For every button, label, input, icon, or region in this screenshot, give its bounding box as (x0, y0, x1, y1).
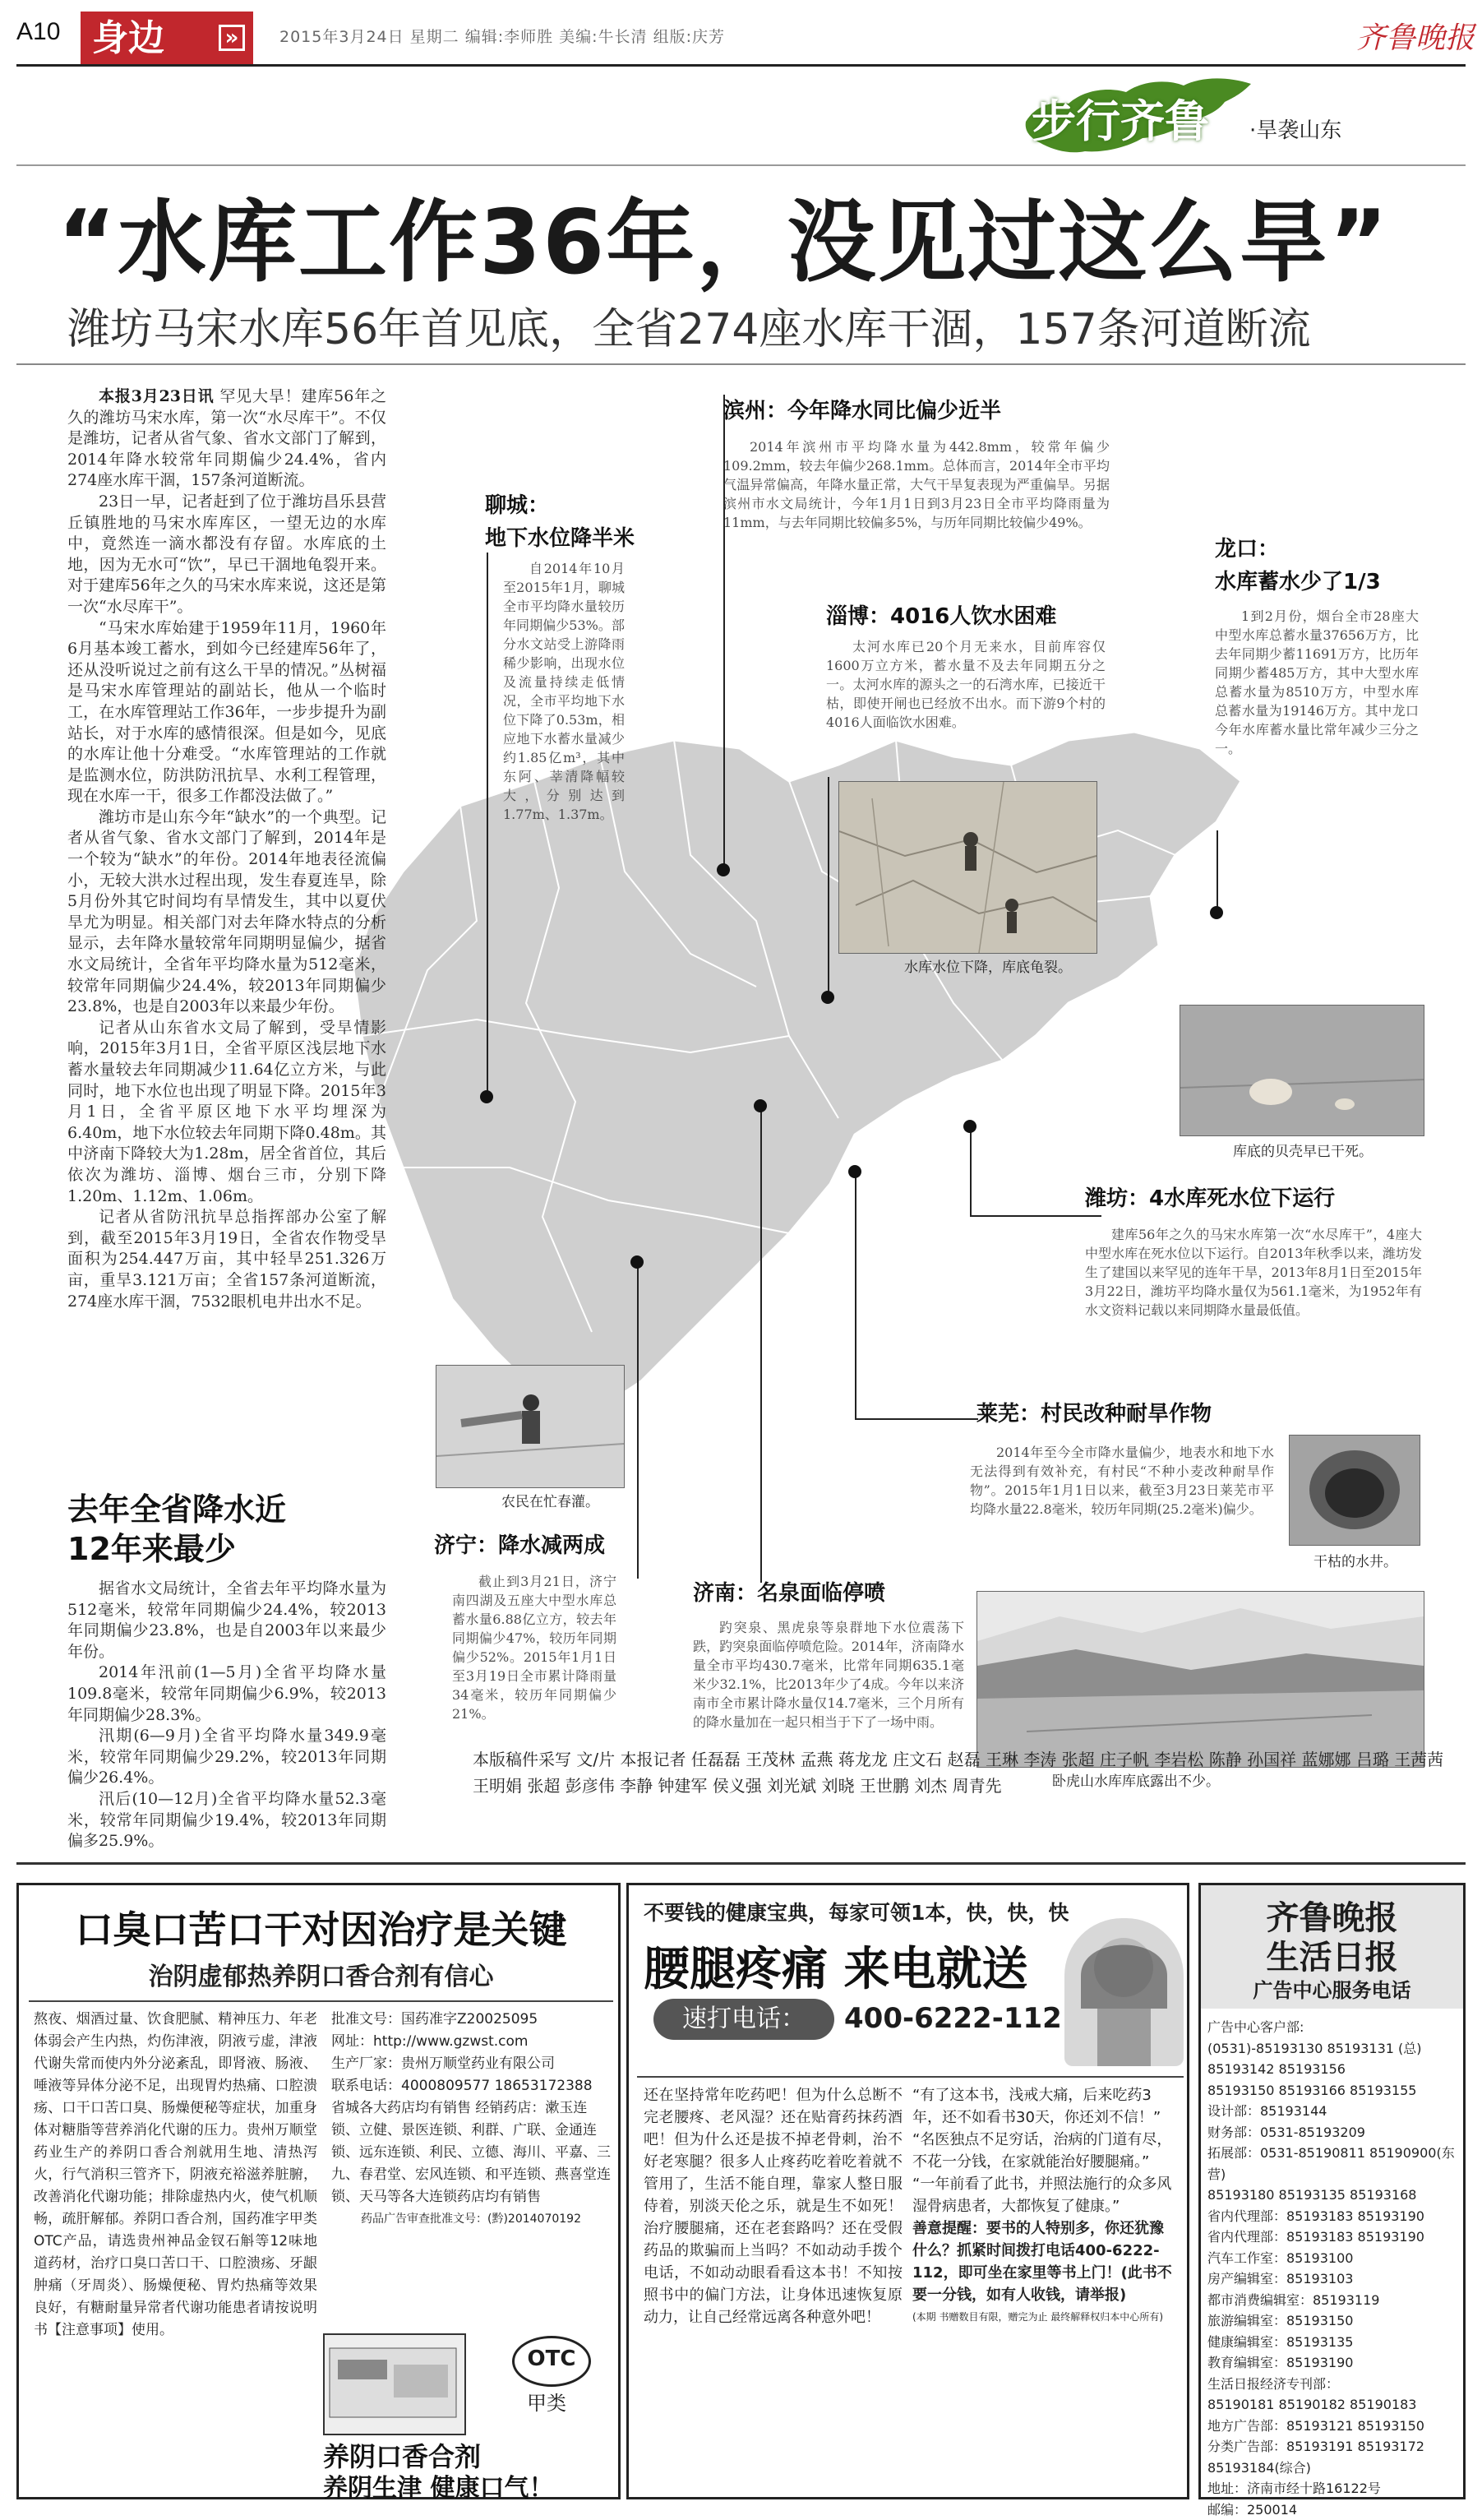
ad3-line: 地方广告部：85193121 85193150 (1207, 2416, 1458, 2437)
longkou-paragraph: 1到2月份，烟台全市28座大中型水库总蓄水量37656万方，比去年同期少蓄11691万方，比历年同期少蓄485万方，其中大型水库总蓄水量为8510万方，中型水库总蓄水量为19146万方。其中龙口今年水库蓄水量比常年减少三分之一。 (1215, 607, 1419, 758)
leader-line-weifang-h (970, 1215, 1101, 1217)
ad3-line: 汽车工作室：85193100 (1207, 2248, 1458, 2269)
ad2-top: 不要钱的健康宝典，每家可领1本，快，快，快 (644, 1897, 1069, 1926)
section-label (81, 12, 253, 66)
ad3-line: 邮编：250014 (1207, 2499, 1458, 2520)
zibo-photo-image (839, 782, 1096, 953)
ad-back-pain-book (626, 1883, 1189, 2499)
body-paragraph: 潍坊市是山东今年“缺水”的一个典型。记者从省气象、省水文部门了解到，2014年是一个较为“缺水”的年份。2014年地表径流偏小，无较大洪水过程出现，发生春夏连旱，除5月份外其它时间均有旱情发生，其中以夏伏旱尤为明显。相关部门对去年降水特点的分析显示，去年降水量较常年同期明显偏少，据省水文局统计，全省年平均降水量为512毫米，较常年同期偏少24.4%，较2013年同期偏少23.8%，也是自2003年以来最少年份。 (67, 807, 386, 1018)
body-paragraph: 记者从省防汛抗旱总指挥部办公室了解到，截至2015年3月19日，全省农作物受旱面积为254.447万亩，其中轻旱251.326万亩，重旱3.121万亩；全省157条河道断流，274座水库干涸，7532眼机电井出水不足。 (67, 1207, 386, 1312)
binzhou-paragraph: 2014年滨州市平均降水量为442.8mm，较常年偏少109.2mm，较去年偏少268.1mm。总体而言，2014年全市平均气温异常偏高，年降水量正常，大气干旱复表现为严重偏旱。另据滨州市水文局统计，今年1月1日到3月23日全市平均降雨量为11mm，与去年同期比较偏多5%，与历年同期比较偏少49%。 (723, 437, 1110, 532)
ad2-quote: “名医独点不足穷话，治病的门道有尽，不花一分钱，在家就能治好腰腿痛。” (912, 2129, 1175, 2173)
leader-line-longkou (1217, 830, 1218, 914)
ad2-quote: “有了这本书，浅戒大痛，后来吃药3年，还不如看书30天，你还刘不信！” (912, 2084, 1175, 2129)
longkou-photo-image (1180, 1006, 1424, 1135)
ad2-phone-label: 速打电话： (653, 1999, 834, 2040)
map-pin-jining (630, 1255, 644, 1269)
zibo-photo (838, 781, 1097, 954)
ad-service-phones (1198, 1883, 1466, 2499)
ad3-line: 都市消费编辑室：85193119 (1207, 2290, 1458, 2311)
jinan-photo (976, 1591, 1424, 1768)
ad1-title: 口臭口苦口干对因治疗是关键 (35, 1900, 607, 1954)
jinan-photo-image (977, 1592, 1424, 1767)
jinan-title: 济南：名泉面临停喷 (693, 1577, 885, 1610)
ad3-line: 85193184(综合) (1207, 2458, 1458, 2479)
jining-paragraph: 截止到3月21日，济宁南四湖及五座大中型水库总蓄水量6.88亿立方，较去年同期偏少47%，较历年同期偏少52%。2015年1月1日至3月19日全市累计降雨量34毫米，较历年同期偏少21%。 (452, 1572, 616, 1723)
leader-line-weifang (970, 1126, 972, 1217)
body-paragraph: 记者从山东省水文局了解到，受旱情影响，2015年3月1日，全省平原区浅层地下水蓄水量较去年同期减少11.64亿立方米，与此同时，地下水位也出现了明显下降。2015年3月1日，全省平原区地下水平均埋深为6.40m，地下水位较去年同期下降0.48m。其中济南下降较大为1.28m，居全省首位，其后依次为潍坊、淄博、烟台三市，分别下降1.20m、1.12m、1.06m。 (67, 1018, 386, 1207)
body-paragraph: 据省水文局统计，全省去年平均降水量为512毫米，较常年同期偏少24.4%，较2013年同期偏少23.8%，也是自2003年以来最少年份。 (67, 1579, 386, 1662)
ad2-rule (637, 2076, 1184, 2078)
ad3-line: 生活日报经济专刊部： (1207, 2374, 1458, 2395)
map-pin-weifang (963, 1120, 976, 1133)
ad-separator (16, 1862, 1466, 1865)
ad1-info (331, 2009, 611, 2231)
ad1-slogan1: 养阴口香合剂 (323, 2436, 481, 2474)
jining-photo-caption: 农民在忙春灌。 (501, 1490, 599, 1510)
liaocheng-title1: 聊城： (485, 489, 549, 522)
ad3-line: 85193150 85193166 85193155 (1207, 2080, 1458, 2102)
ad3-line: (0531)-85193130 85193131 (总) (1207, 2038, 1458, 2060)
ad1-subtitle: 治阴虚郁热养阴口香合剂有信心 (35, 1956, 607, 1992)
ad3-line: 房产编辑室：85193103 (1207, 2268, 1458, 2290)
jining-text (452, 1572, 616, 1723)
laiwu-title: 莱芜：村民改种耐旱作物 (976, 1398, 1212, 1431)
zibo-paragraph: 太河水库已20个月无来水，目前库容仅1600万立方米，蓄水量不及去年同期五分之一。太河水库的源头之一的石湾水库，已接近干枯，即使开闸也已经放不出水。而下游9个村的4016人面临饮水困难。 (826, 637, 1106, 732)
ad3-line: 85193180 85193135 85193168 (1207, 2185, 1458, 2206)
header-rule (16, 64, 1466, 67)
woman-phone-icon (1064, 1918, 1184, 2066)
body-paragraph: 2014年汛前(1—5月)全省平均降水量109.8毫米，较常年同期偏少6.9%，较2013年同期偏少28.3%。 (67, 1662, 386, 1726)
ad3-line: 拓展部：0531-85190811 85190900(东营) (1207, 2143, 1458, 2185)
product-box-image (323, 2333, 466, 2435)
reporter-credits: 本版稿件采写 文/片 本报记者 任磊磊 王茂林 孟燕 蒋龙龙 庄文石 赵磊 王琳 李涛 张超 庄子帆 李岩松 陈静 孙国祥 蓝娜娜 吕璐 王茜茜 王明娟 张超 彭彦伟 李静 钟建军 侯义强 刘光斌 刘晓 王世鹏 刘杰 周青先 (473, 1746, 1459, 1799)
ad1-approval: 批准文号：国药准字Z20025095 (331, 2009, 611, 2031)
zibo-text (826, 637, 1106, 732)
longkou-title2: 水库蓄水少了1/3 (1215, 566, 1381, 599)
liaocheng-text (503, 559, 625, 824)
longkou-photo (1180, 1005, 1424, 1136)
binzhou-text (723, 437, 1110, 532)
otc-badge-icon: OTC (512, 2336, 591, 2387)
body-paragraph: 23日一早，记者赶到了位于潍坊昌乐县营丘镇胜地的马宋水库库区，一望无边的水库中，竟然连一滴水都没有存留。水库底的土地，因为无水可“饮”，早已干涸地龟裂开来。对于建库56年之久的马宋水库来说，这还是第一次“水尽库干”。 (67, 492, 386, 618)
page-number: A10 (16, 18, 60, 46)
woman-phone-photo (1064, 1918, 1184, 2066)
ad3-line: 广告中心客户部: (1207, 2017, 1458, 2038)
jinan-text (693, 1618, 964, 1732)
ad1-text: 熬夜、烟酒过量、饮食肥腻、精神压力、年老体弱会产生内热，灼伤津液，阴液亏虚，津液代谢失常而使内外分泌紊乱，即肾液、肠液、唾液等异体分泌不足，出现胃灼热痛、口腔溃疡、口干口苦口臭、肠燥便秘等症状，加重身体对糖脂等营养消化代谢的压力。贵州万顺堂药业生产的养阴口香合剂就用生地、清热泻火，行气消积三管齐下，阴液充裕滋养脏腑，改善消化代谢功能；排除虚热内火，使气机顺畅，疏肝解郁。养阴口香合剂，国药准字甲类OTC产品，请选贵州神品金钗石斛等12味地道药材，治疗口臭口苦口干、口腔溃疡、牙龈肿痛（牙周炎）、肠燥便秘、胃灼热痛等效果良好，有糖耐量异常者代谢功能患者请按说明书【注意事项】使用。 (34, 2009, 317, 2342)
longkou-text (1215, 607, 1419, 758)
ad2-title: 腰腿疼痛 来电就送 (644, 1933, 1028, 1999)
lead-label: 本报3月23日讯 (99, 387, 214, 405)
ad2-text: 还在坚持常年吃药吧！但为什么总断不完老腰疼、老风湿？还在贴膏药抹药酒吧！但为什么还是拔不掉老骨刺，治不好老寒腿？很多人止疼药吃着吃着就不管用了，生活不能自理，靠家人整日服侍着，别淡天伦之乐，就是生不如死！ 治疗腰腿痛，还在老套路吗？还在受假药品的欺骗而上当吗？不如动动手拨个电话，不如动动眼看看这本书！不知按照书中的偏门方法，让身体迅速恢复原动力，让自己经常远离各种意外吧！ (644, 2084, 903, 2328)
weifang-title: 潍坊：4水库死水位下运行 (1085, 1182, 1335, 1215)
ad3-line: 省内代理部：85193183 85193190 (1207, 2226, 1458, 2248)
ad3-line: 教育编辑室：85193190 (1207, 2352, 1458, 2374)
ad1-rule (29, 2000, 613, 2002)
map-pin-longkou (1210, 906, 1223, 919)
header-separator (16, 164, 1466, 166)
section-name: 身边 (92, 17, 164, 59)
leader-line-zibo (828, 777, 829, 999)
laiwu-photo-image (1290, 1436, 1420, 1545)
ad3-line: 地址：济南市经十路16122号 (1207, 2478, 1458, 2499)
ad2-quote: “一年前看了此书，并照法施行的众多风湿骨病患者，大都恢复了健康。” (912, 2173, 1175, 2217)
liaocheng-paragraph: 自2014年10月至2015年1月，聊城全市平均降水量较历年同期偏少53%。部分水文站受上游降雨稀少影响，出现水位及流量持续走低情况，全市平均地下水位下降了0.53m，相应地下水蓄水量减少约1.85亿m³，其中东阿、莘清降幅较大，分别达到1.77m、1.37m。 (503, 559, 625, 824)
ad2-phone[interactable]: 400-6222-112 (844, 2002, 1062, 2035)
headline: “水库工作36年，没见过这么旱” (58, 171, 1389, 298)
zibo-photo-caption: 水库水位下降，库底龟裂。 (904, 955, 1072, 976)
article-body (67, 386, 386, 1312)
ad3-line: 85193142 85193156 (1207, 2059, 1458, 2080)
paper-name-logo: 齐鲁晚报 (1356, 15, 1475, 57)
laiwu-photo-caption: 干枯的水井。 (1313, 1550, 1397, 1570)
ad3-line: 85190181 85190182 85190183 (1207, 2394, 1458, 2416)
laiwu-text (970, 1443, 1274, 1519)
banner-title: 步行齐鲁 (1032, 86, 1209, 150)
map-pin-binzhou (717, 863, 730, 876)
leader-line-jining (637, 1262, 639, 1579)
liaocheng-title2: 地下水位降半米 (485, 522, 635, 555)
ad-mouth-health (16, 1883, 621, 2499)
zibo-title: 淄博：4016人饮水困难 (826, 600, 1056, 633)
subsection-body (67, 1579, 386, 1852)
laiwu-paragraph: 2014年至今全市降水量偏少，地表水和地下水无法得到有效补充，有村民“不种小麦改种耐旱作物”。2015年1月1日以来，截至3月23日莱芜市平均降水量22.8毫米，较历年同期(25.2毫米)偏少。 (970, 1443, 1274, 1519)
body-paragraph: “马宋水库始建于1959年11月，1960年6月基本竣工蓄水，到如今已经建库56年了，还从没听说过之前有这么干旱的情况。”丛树福是马宋水库管理站的副站长，他从一个临时工，在水库管理站工作36年，一步步提升为副站长，对于水库的感情很深。但是如今，见底的水库让他十分难受。“水库管理站的工作就是监测水位，防洪防汛抗旱、水利工程管理，现在水库一干，很多工作都没法做了。” (67, 618, 386, 807)
leader-line-laiwu-h (855, 1418, 978, 1420)
ad3-line: 设计部：85193144 (1207, 2101, 1458, 2122)
laiwu-photo (1289, 1435, 1420, 1546)
product-box-icon (325, 2335, 461, 2430)
ad2-notice: 善意提醒：要书的人特别多，你还犹豫什么？抓紧时间拨打电话400-6222-112，即可坐在家里等书上门！(此书不要一分钱，如有人收钱，请举报) (912, 2217, 1175, 2306)
leader-line-liaocheng (487, 553, 488, 1097)
ad2-footer: (本期 书赠数目有限，赠完为止 最终解释权归本中心所有) (912, 2306, 1175, 2328)
page-meta: 2015年3月24日 星期二 编辑:李师胜 美编:牛长清 组版:庆芳 (279, 25, 725, 47)
map-pin-liaocheng (480, 1090, 493, 1103)
body-paragraph: 汛后(10—12月)全省平均降水量52.3毫米，较常年同期偏少19.4%，较2013年同期偏多25.9%。 (67, 1789, 386, 1852)
binzhou-title: 滨州：今年降水同比偏少近半 (723, 395, 1001, 428)
ad1-phone[interactable]: 联系电话：4000809577 18653172388 (331, 2075, 611, 2097)
leader-line-jinan (760, 1106, 762, 1583)
ad1-slogan2: 养阴生津 健康口气！ (323, 2467, 553, 2504)
ad3-subtitle: 广告中心服务电话 (1201, 1974, 1463, 2003)
ad3-lines (1207, 2017, 1458, 2520)
ad3-title2: 生活日报 (1201, 1931, 1463, 1978)
ad3-line: 旅游编辑室：85193150 (1207, 2310, 1458, 2332)
ad3-line: 分类广告部：85193191 85193172 (1207, 2436, 1458, 2458)
map-pin-jinan (754, 1099, 767, 1112)
ad3-line: 健康编辑室：85193135 (1207, 2332, 1458, 2353)
ad1-website[interactable]: 网址：http://www.gzwst.com (331, 2031, 611, 2053)
ad3-title1: 齐鲁晚报 (1201, 1892, 1463, 1939)
body-paragraph: 汛期(6—9月)全省平均降水量349.9毫米，较常年同期偏少29.2%，较2013年同期偏少26.4%。 (67, 1726, 386, 1789)
subsection-title: 去年全省降水近12年来最少 (67, 1490, 314, 1569)
jinan-paragraph: 趵突泉、黑虎泉等泉群地下水位震荡下跌，趵突泉面临停喷危险。2014年，济南降水量全市平均430.7毫米，比常年同期635.1毫米少32.1%，比2013年少了4成。今年以来济南市全市累计降水量仅14.7毫米，三个月所有的降水量加在一起只相当于下了一场中雨。 (693, 1618, 964, 1732)
headline-separator (16, 363, 1466, 365)
body-paragraph: 罕见大旱！建库56年之久的潍坊马宋水库，第一次“水尽库干”。不仅是潍坊，记者从省气象、省水文部门了解到，2014年降水较常年同期偏少24.4%，省内274座水库干涸，157条河道断流。 (67, 387, 386, 489)
longkou-title1: 龙口： (1215, 533, 1279, 566)
jinan-photo-caption: 卧虎山水库库底露出不少。 (1052, 1769, 1220, 1790)
chevron-right-icon: » (219, 25, 245, 51)
subheadline: 潍坊马宋水库56年首见底，全省274座水库干涸，157条河道断流 (67, 294, 1311, 356)
jining-photo (436, 1365, 625, 1488)
ad1-stores: 省城各大药店均有销售 经销药店：漱玉连锁、立健、景医连锁、利群、广联、金通连锁、远东连锁、利民、立德、海川、平嘉、三九、春君堂、宏风连锁、和平连锁、燕喜堂连锁、天马等各大连锁药店均有销售 (331, 2097, 611, 2208)
longkou-photo-caption: 库底的贝壳早已干死。 (1233, 1140, 1373, 1160)
weifang-text (1085, 1225, 1422, 1320)
ad2-quotes (912, 2084, 1175, 2328)
jining-photo-image (436, 1366, 624, 1487)
ad3-line: 财务部：0531-85193209 (1207, 2122, 1458, 2143)
map-pin-zibo (821, 991, 834, 1004)
otc-class: 甲类 (527, 2387, 566, 2416)
leader-line-laiwu (855, 1172, 856, 1418)
map-pin-laiwu (848, 1165, 861, 1178)
ad1-manufacturer: 生产厂家：贵州万顺堂药业有限公司 (331, 2053, 611, 2075)
weifang-paragraph: 建库56年之久的马宋水库第一次“水尽库干”，4座大中型水库在死水位以下运行。自2013年秋季以来，潍坊发生了建国以来罕见的连年干旱，2013年8月1日至2015年3月22日，潍坊平均降水量仅为561.1毫米，为1952年有水文资料记载以来同期降水量最低值。 (1085, 1225, 1422, 1320)
jining-title: 济宁：降水减两成 (434, 1529, 605, 1562)
banner-subtitle: ·旱袭山东 (1249, 113, 1341, 144)
ad3-line: 省内代理部：85193183 85193190 (1207, 2206, 1458, 2227)
ad1-ad-number: 药品广告审查批准文号：(黔)2014070192 (331, 2208, 611, 2231)
